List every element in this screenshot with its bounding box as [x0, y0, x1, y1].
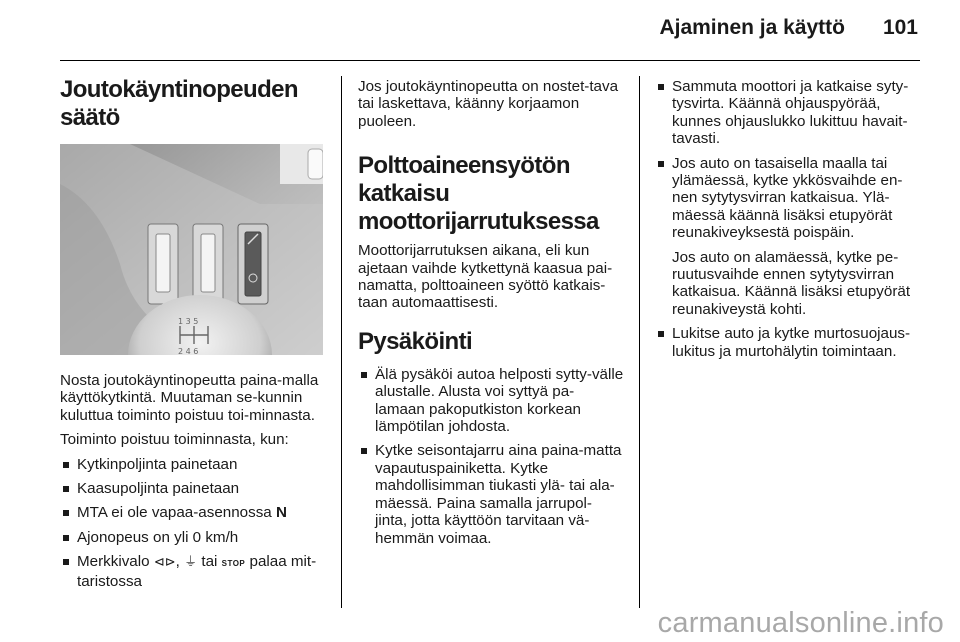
column-3 [655, 78, 921, 367]
section-heading-idle-speed: Joutokäyntinopeuden säätö [60, 76, 298, 131]
column-divider-2 [639, 76, 640, 608]
paragraph: Jos joutokäyntinopeutta on nostet-tava tai laskettava, käänny korjaamon puoleen. [358, 78, 619, 130]
chapter-title: Ajaminen ja käyttö [659, 16, 845, 39]
page-number: 101 [882, 16, 918, 39]
list-item: Sammuta moottori ja katkaise syty-tysvirta. Käännä ohjauspyörää, kunnes ohjauslukko lukittuu havait-tavasti. [655, 78, 921, 148]
bullet-list [358, 366, 624, 547]
column-1 [60, 76, 325, 597]
bullet-list [60, 456, 325, 590]
section-heading-parking: Pysäköinti [358, 327, 473, 355]
paragraph: Toiminto poistuu toiminnasta, kun: [60, 431, 289, 449]
column-2 [358, 78, 624, 554]
section-heading-fuel-cutoff: Polttoaineensyötön katkaisu moottorijarrutuksessa [358, 152, 599, 236]
watermark: carmanualsonline.info [657, 607, 944, 639]
svg-text:1 3 5: 1 3 5 [178, 317, 199, 326]
paragraph: Nosta joutokäyntinopeutta paina-malla käyttökytkintä. Muutaman se-kunnin kuluttua toiminto poistuu toi-minnasta. [60, 372, 319, 424]
svg-text:2 4 6: 2 4 6 [178, 347, 199, 355]
engine-indicator-icon: ⏚ [184, 554, 198, 570]
list-item: MTA ei ole vapaa-asennossa N [60, 504, 325, 521]
list-item: Kytke seisontajarru aina paina-matta vapautuspainiketta. Kytke mahdollisimman tiukasti ylä- tai ala-mäessä. Paina samalla jarrupol-jinta, jotta käyttöön tarvitaan vä-hemmän voimaa. [358, 442, 624, 546]
paragraph: Moottorijarrutuksen aikana, eli kun ajetaan vaihde kytkettynä kaasua pai-namatta, polttoaineen syöttö katkais-taan automaattisesti. [358, 242, 613, 312]
list-item-continuation: Jos auto on alamäessä, kytke pe-ruutusvaihde ennen sytytysvirran katkaisua. Käännä lisäksi etupyörät reunakiveystä kohti. [672, 248, 911, 318]
header-rule [60, 60, 920, 61]
list-item: Älä pysäköi autoa helposti sytty-välle alustalle. Alusta voi syttyä pa-lamaan pakoputkiston korkean lämpötilan johdosta. [358, 366, 624, 436]
list-item: Lukitse auto ja kytke murtosuojaus-lukitus ja murtohälytin toimintaan. [655, 325, 921, 360]
idle-indicator-icon: ⊲⊳ [153, 554, 176, 570]
list-item: Merkkivalo ⊲⊳, ⏚ tai STOP palaa mit-taristossa [60, 553, 325, 590]
bullet-list [655, 78, 921, 360]
list-item: Ajonopeus on yli 0 km/h [60, 529, 325, 546]
dashboard-switch-photo [60, 144, 323, 355]
page-header [0, 0, 960, 60]
column-divider-1 [341, 76, 342, 608]
stop-indicator-icon: STOP [221, 559, 246, 569]
list-item: Kaasupoljinta painetaan [60, 480, 325, 497]
list-item: Jos auto on tasaisella maalla tai ylämäessä, kytke ykkösvaihde en-nen sytytysvirran katkaisua. Ylä-mäessä käännä lisäksi etupyörät reunakiveyksestä poispäin. Jos auto on alamäessä, kytke pe-ruutusvaihde ennen sytytysvirran katkaisua. Käännä lisäksi etupyörät reunakiveystä kohti. [655, 155, 921, 319]
list-item: Kytkinpoljinta painetaan [60, 456, 325, 473]
